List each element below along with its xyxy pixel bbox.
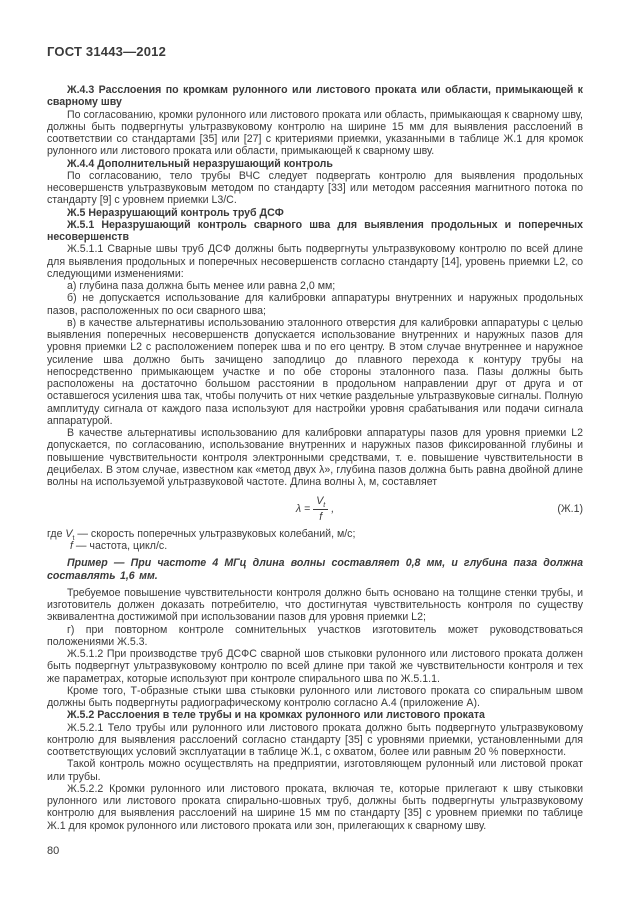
paragraph: Ж.5.2.1 Тело трубы или рулонного или листового проката должно быть подвергнуто ультразвуковому контролю для выявления расслоений согласно стандарту [35] с уровнями приемки, установленными для соответствующих условий эксплуатации в таблице Ж.1, с охватом, более или равным 20 % поверхности. [47,721,583,758]
numerator-variable: V [316,495,324,508]
paragraph: а) глубина паза должна быть менее или равна 2,0 мм; [67,280,336,292]
where-line [47,540,583,552]
paragraph: Ж.5.1.2 При производстве труб ДСФС сварной шов стыковки рулонного или листового проката должен быть подвергнут ультразвуковому контролю по всей длине при такой же чувствительности контроля и тех же параметрах, которые используют при контроле спирального шва по Ж.5.1.1. [47,648,583,685]
where-line [47,528,583,540]
page-number: 80 [47,844,60,857]
section-heading: Ж.5.2 Расслоения в теле трубы и на кромках рулонного или листового проката [67,709,485,722]
fraction-numerator [313,495,328,509]
where-pre: где [47,527,66,540]
where-clause [47,528,583,553]
paragraph: б) не допускается использование для калибровки аппаратуры внутренних и наружных продольных пазов, расположенных по оси сварного шва; [47,292,583,317]
where-variable: f [70,540,73,552]
formula-number: (Ж.1) [557,502,583,515]
section-heading: Ж.5.1 Неразрушающий контроль сварного шва для выявления продольных и поперечных несовершенств [47,218,583,243]
where-definition: — частота, цикл/с. [72,540,168,552]
paragraph: По согласованию, кромки рулонного или листового проката или область, примыкающая к сварному шву, должны быть подвергнуты ультразвуковому контролю на ширине 15 мм для выявления расслоений в соответствии со стандартами [35] или [27] с критериями приемки, указанными в таблице Ж.1 для кромок рулонного или листового проката или области, примыкающей к сварному шву. [47,108,583,158]
example-paragraph: Пример — При частоте 4 МГц длина волны составляет 0,8 мм, и глубина паза должна составлять 1,6 мм. [47,557,583,582]
paragraph: Ж.5.1.1 Сварные швы труб ДСФ должны быть подвергнуты ультразвуковому контролю по всей длине для выявления продольных и поперечных несовершенств согласно стандарту [14], уровень приемки L2, со следующими изменениями: [47,243,583,280]
where-variable: V [65,527,73,540]
fraction-denominator [313,510,328,523]
wave-length-formula [296,495,334,523]
paragraph: Такой контроль можно осуществлять на предприятии, изготовляющем рулонный или листовой прокат или трубы. [47,758,583,783]
paragraph: Кроме того, Т-образные стыки шва стыковки рулонного или листового проката со спиральным швом должны быть подвергнуты радиографическому контролю согласно А.4 (приложение А). [47,684,583,709]
paragraph: По согласованию, тело трубы ВЧС следует подвергать контролю для выявления продольных несовершенств ультразвуковым методом по стандарту [33] или методом рассеяния магнитного потока по стандарту [9] с уровнем приемки L3/C. [47,169,583,207]
section-heading: Ж.5 Неразрушающий контроль труб ДСФ [67,206,284,219]
fraction [313,495,328,523]
section-heading: Ж.4.3 Расслоения по кромкам рулонного или листового проката или области, примыкающей к сварному шву [47,84,583,109]
formula-lhs: λ = [295,502,311,515]
paragraph: г) при повторном контроле сомнительных участков изготовитель может руководствоваться положениями Ж.5.3. [47,623,583,648]
section-heading: Ж.4.4 Дополнительный неразрушающий контроль [67,157,333,170]
paragraph: Ж.5.2.2 Кромки рулонного или листового проката, включая те, которые прилегают к шву стыковки рулонного или листового проката спирально-шовных труб, должны быть подвергнуты ультразвуковому контролю для выявления расслоений на ширине 15 мм по стандарту [35] с уровнем приемки по таблице Ж.1 для кромок рулонного или листового проката или зон, прилегающих к сварному шву. [47,782,583,832]
document-body [47,84,583,832]
numerator-subscript: t [323,502,326,510]
paragraph: в) в качестве альтернативы использованию эталонного отверстия для калибровки аппаратуры с целью выявления поперечных несовершенств допускается использование внутренних и наружных пазов для уровня приемки L2 с расположением поперек шва и по его центру. В этом случае внутреннее и наружное усиление шва должно быть зачищено заподлицо до плавного перехода к контуру трубы на непосредственно примыкающем участке и по обе стороны эталонного паза. Пазы должны быть расположены на достаточно большом расстоянии в продольном направлении друг от друга и от оставшегося усиления шва так, чтобы получить от них четкие раздельные ультразвуковые сигналы. Полную амплитуду сигнала от каждого паза используют для настройки уровня срабатывания или подачи сигнала аппаратурой. [47,316,583,427]
formula-block [47,495,583,523]
where-definition: — скорость поперечных ультразвуковых колебаний, м/с; [74,527,356,540]
document-title: ГОСТ 31443—2012 [47,44,166,59]
where-variable-subscript: t [72,534,75,542]
paragraph: Требуемое повышение чувствительности контроля должно быть основано на толщине стенки трубы, и изготовитель должен доказать потребителю, что достигнутая чувствительность контроля по существу эквивалентна достижимой при использовании пазов для уровня приемки L2; [47,586,583,624]
formula-trailing: , [331,502,335,515]
paragraph: В качестве альтернативы использованию для калибровки аппаратуры пазов для уровня приемки L2 допускается, по согласованию, использование внутренних и наружных пазов фиксированной глубины и повышение чувствительности контроля электронными средствами, т. е. повышение чувствительности в децибелах. В этом случае, известном как «метод двух λ», глубина пазов должна быть равна двойной длине волны на используемой ультразвуковой частоте. Длина волны λ, м, составляет [47,427,583,488]
denominator-variable: f [319,510,323,523]
